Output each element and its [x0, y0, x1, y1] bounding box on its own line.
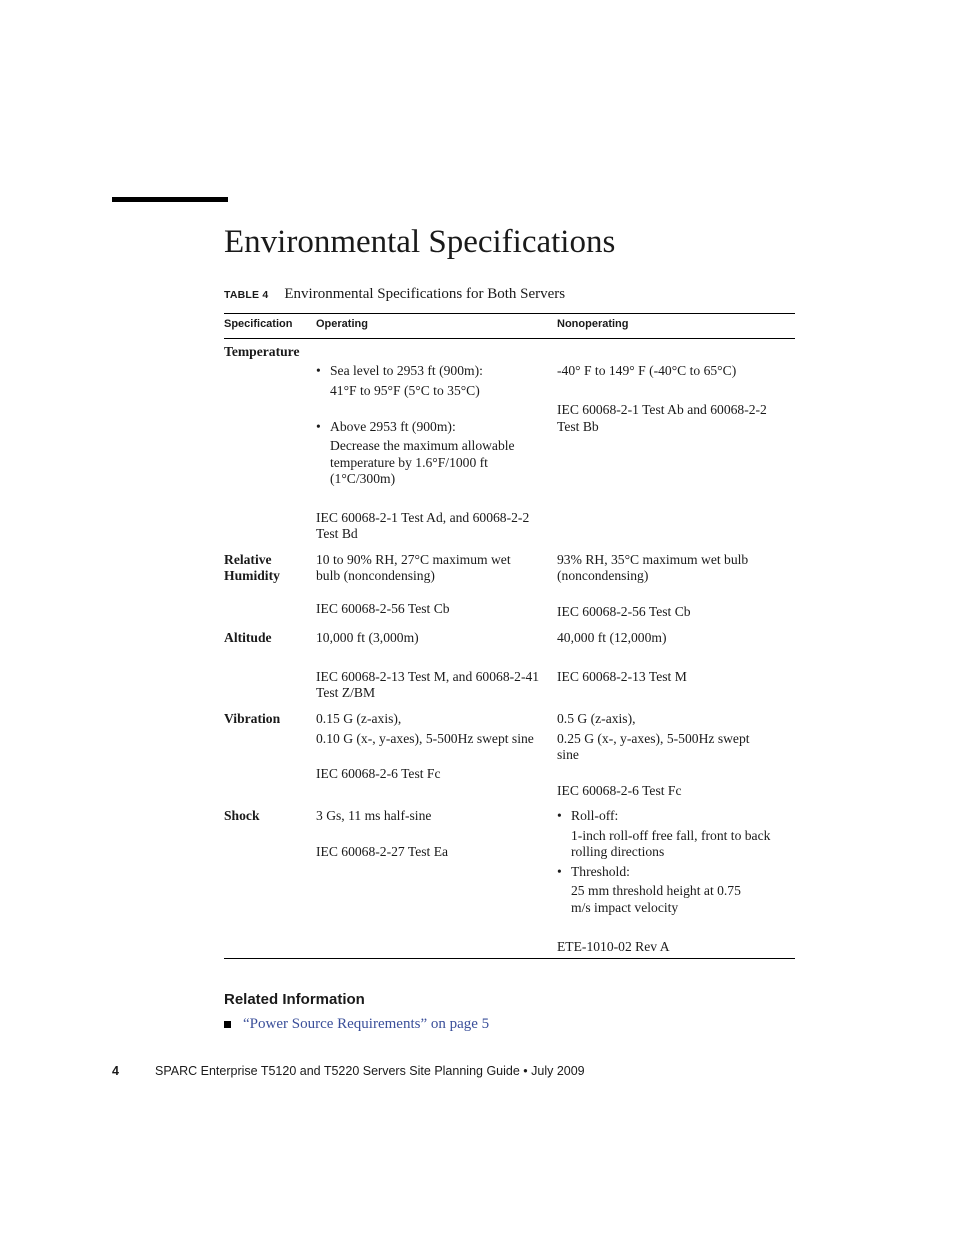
spec-temperature: Temperature	[224, 344, 300, 359]
table-top-rule	[224, 313, 795, 314]
humidity-nonop-1: 93% RH, 35°C maximum wet bulb	[557, 552, 749, 567]
temp-op-bullet-1: • Sea level to 2953 ft (900m):	[330, 363, 483, 380]
shock-nonop-bullet-1: • Roll-off:	[571, 808, 618, 825]
shock-nonop-bullet-2: • Threshold:	[571, 864, 630, 881]
shock-op-test: IEC 60068-2-27 Test Ea	[316, 844, 449, 859]
spec-humidity-1: Relative	[224, 552, 272, 567]
header-specification: Specification	[224, 318, 293, 330]
humidity-nonop-test: IEC 60068-2-56 Test Cb	[557, 604, 691, 619]
table-caption-text: Environmental Specifications for Both Servers	[284, 286, 566, 302]
temp-op-detail-2c: (1°C/300m)	[330, 471, 396, 486]
temp-op-detail-1: 41°F to 95°F (5°C to 35°C)	[330, 383, 480, 398]
temp-nonop-range: -40° F to 149° F (-40°C to 65°C)	[557, 363, 737, 378]
altitude-nonop: 40,000 ft (12,000m)	[557, 630, 667, 645]
related-heading: Related Information	[224, 991, 365, 1008]
temp-op-detail-2a: Decrease the maximum allowable	[330, 438, 515, 453]
table-caption	[224, 285, 565, 303]
footer-text: SPARC Enterprise T5120 and T5220 Servers Site Planning Guide • July 2009	[155, 1064, 585, 1078]
vibration-nonop-1: 0.5 G (z-axis),	[557, 711, 636, 726]
altitude-nonop-test: IEC 60068-2-13 Test M	[557, 669, 687, 684]
spec-altitude: Altitude	[224, 630, 272, 645]
shock-nonop-detail-2a: 25 mm threshold height at 0.75	[571, 883, 741, 898]
footer-page-number: 4	[112, 1064, 119, 1078]
table-tag: TABLE 4	[224, 289, 269, 301]
humidity-op-2: bulb (noncondensing)	[316, 568, 435, 583]
shock-op: 3 Gs, 11 ms half-sine	[316, 808, 432, 823]
humidity-op-test: IEC 60068-2-56 Test Cb	[316, 601, 450, 616]
shock-nonop-detail-2b: m/s impact velocity	[571, 900, 679, 915]
temp-op-test-2: Test Bd	[316, 526, 358, 541]
altitude-op: 10,000 ft (3,000m)	[316, 630, 419, 645]
square-bullet-icon	[224, 1021, 231, 1028]
table-header-rule	[224, 338, 795, 339]
table-bottom-rule	[224, 958, 795, 959]
humidity-op-1: 10 to 90% RH, 27°C maximum wet	[316, 552, 511, 567]
vibration-op-test: IEC 60068-2-6 Test Fc	[316, 766, 441, 781]
spec-humidity-2: Humidity	[224, 568, 280, 583]
shock-nonop-test: ETE-1010-02 Rev A	[557, 939, 670, 954]
temp-op-detail-2b: temperature by 1.6°F/1000 ft	[330, 455, 488, 470]
vibration-nonop-2b: sine	[557, 747, 579, 762]
chapter-rule	[112, 197, 228, 202]
vibration-nonop-2a: 0.25 G (x-, y-axes), 5-500Hz swept	[557, 731, 750, 746]
vibration-op-1: 0.15 G (z-axis),	[316, 711, 402, 726]
altitude-op-test-2: Test Z/BM	[316, 685, 376, 700]
temp-nonop-test-2: Test Bb	[557, 419, 599, 434]
vibration-op-2: 0.10 G (x-, y-axes), 5-500Hz swept sine	[316, 731, 534, 746]
vibration-nonop-test: IEC 60068-2-6 Test Fc	[557, 783, 682, 798]
humidity-nonop-2: (noncondensing)	[557, 568, 649, 583]
altitude-op-test-1: IEC 60068-2-13 Test M, and 60068-2-41	[316, 669, 540, 684]
temp-nonop-test-1: IEC 60068-2-1 Test Ab and 60068-2-2	[557, 402, 767, 417]
shock-nonop-detail-1b: rolling directions	[571, 844, 665, 859]
header-nonoperating: Nonoperating	[557, 318, 629, 330]
related-link-power-source[interactable]: “Power Source Requirements” on page 5	[243, 1016, 490, 1032]
header-operating: Operating	[316, 318, 368, 330]
page-title: Environmental Specifications	[224, 224, 616, 260]
temp-op-test-1: IEC 60068-2-1 Test Ad, and 60068-2-2	[316, 510, 530, 525]
spec-vibration: Vibration	[224, 711, 281, 726]
shock-nonop-detail-1a: 1-inch roll-off free fall, front to back	[571, 828, 771, 843]
temp-op-bullet-2: • Above 2953 ft (900m):	[330, 419, 456, 436]
spec-shock: Shock	[224, 808, 260, 823]
